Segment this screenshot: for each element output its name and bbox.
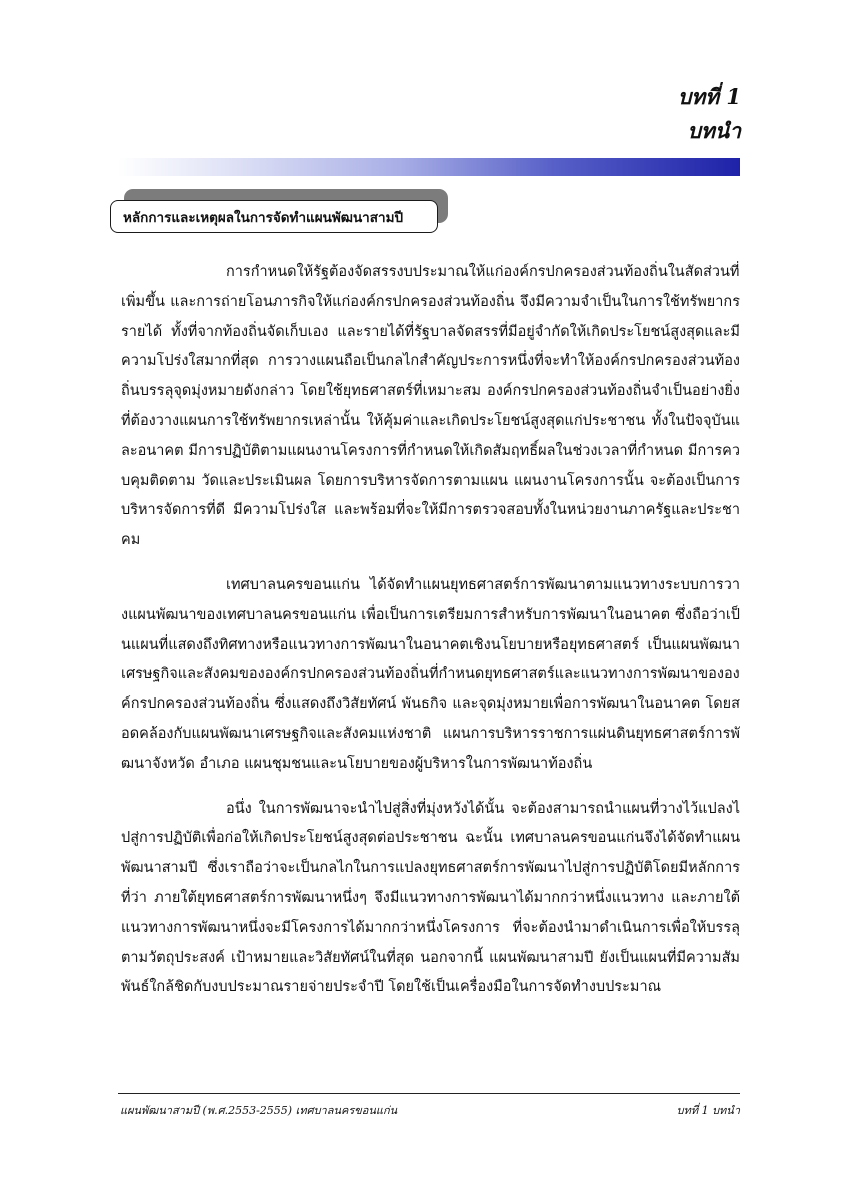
footer-rule — [118, 1093, 740, 1094]
paragraph-1: การกำหนดให้รัฐต้องจัดสรรงบประมาณให้แก่องค์กรปกครองส่วนท้องถิ่นในสัดส่วนที่เพิ่มขึ้น และการถ่ายโอนภารกิจให้แก่องค์กรปกครองส่วนท้องถิ่น จึงมีความจำเป็นในการใช้ทรัพยากรรายได้ ทั้งที่จากท้องถิ่นจัดเก็บเอง และรายได้ที่รัฐบาลจัดสรรที่มีอยู่จำกัดให้เกิดประโยชน์สูงสุดและมีความโปร่งใสมากที่สุด การวางแผนถือเป็นกลไกสำคัญประการหนึ่งที่จะทำให้องค์กรปกครองส่วนท้องถิ่นบรรลุจุดมุ่งหมายดังกล่าว โดยใช้ยุทธศาสตร์ที่เหมาะสม องค์กรปกครองส่วนท้องถิ่นจำเป็นอย่างยิ่งที่ต้องวางแผนการใช้ทรัพยากรเหล่านั้น ให้คุ้มค่าและเกิดประโยชน์สูงสุดแก่ประชาชน ทั้งในปัจจุบันและอนาคต มีการปฏิบัติตามแผนงานโครงการที่กำหนดให้เกิดสัมฤทธิ์ผลในช่วงเวลาที่กำหนด มีการควบคุมติดตาม วัดและประเมินผล โดยการบริหารจัดการตามแผน แผนงานโครงการนั้น จะต้องเป็นการบริหารจัดการที่ดี มีความโปร่งใส และพร้อมที่จะให้มีการตรวจสอบทั้งในหน่วยงานภาครัฐและประชาคม — [121, 264, 740, 549]
footer-document-title: แผนพัฒนาสามปี (พ.ศ.2553-2555) เทศบาลนครขอนแก่น — [120, 1104, 398, 1117]
chapter-number: บทที่ 1 — [678, 84, 741, 109]
section-title: หลักการและเหตุผลในการจัดทำแผนพัฒนาสามปี — [123, 209, 404, 226]
header-gradient-bar — [118, 158, 740, 176]
chapter-title: บทนำ — [687, 118, 741, 143]
paragraph-2: เทศบาลนครขอนแก่น ได้จัดทำแผนยุทธศาสตร์การพัฒนาตามแนวทางระบบการวางแผนพัฒนาของเทศบาลนครขอนแก่น เพื่อเป็นการเตรียมการสำหรับการพัฒนาในอนาคต ซึ่งถือว่าเป็นแผนที่แสดงถึงทิศทางหรือแนวทางการพัฒนาในอนาคตเชิงนโยบายหรือยุทธศาสตร์ เป็นแผนพัฒนาเศรษฐกิจและสังคมขององค์กรปกครองส่วนท้องถิ่นที่กำหนดยุทธศาสตร์และแนวทางการพัฒนาขององค์กรปกครองส่วนท้องถิ่น ซึ่งแสดงถึงวิสัยทัศน์ พันธกิจ และจุดมุ่งหมายเพื่อการพัฒนาในอนาคต โดยสอดคล้องกับแผนพัฒนาเศรษฐกิจและสังคมแห่งชาติ แผนการบริหารราชการแผ่นดินยุทธศาสตร์การพัฒนาจังหวัด อำเภอ แผนชุมชนและนโยบายของผู้บริหารในการพัฒนาท้องถิ่น — [121, 576, 740, 772]
paragraph-3: อนึ่ง ในการพัฒนาจะนำไปสู่สิ่งที่มุ่งหวังได้นั้น จะต้องสามารถนำแผนที่วางไว้แปลงไปสู่การปฏิบัติเพื่อก่อให้เกิดประโยชน์สูงสุดต่อประชาชน ฉะนั้น เทศบาลนครขอนแก่นจึงได้จัดทำแผนพัฒนาสามปี ซึ่งเราถือว่าจะเป็นกลไกในการแปลงยุทธศาสตร์การพัฒนาไปสู่การปฏิบัติโดยมีหลักการที่ว่า ภายใต้ยุทธศาสตร์การพัฒนาหนึ่งๆ จึงมีแนวทางการพัฒนาได้มากกว่าหนึ่งแนวทาง และภายใต้แนวทางการพัฒนาหนึ่งจะมีโครงการได้มากกว่าหนึ่งโครงการ ที่จะต้องนำมาดำเนินการเพื่อให้บรรลุตามวัตถุประสงค์ เป้าหมายและวิสัยทัศน์ในที่สุด นอกจากนี้ แผนพัฒนาสามปี ยังเป็นแผนที่มีความสัมพันธ์ใกล้ชิดกับงบประมาณรายจ่ายประจำปี โดยใช้เป็นเครื่องมือในการจัดทำงบประมาณ — [121, 800, 740, 996]
footer-chapter-label: บทที่ 1 บทนำ — [676, 1104, 740, 1117]
section-title-box — [110, 200, 438, 233]
body-text — [121, 258, 740, 1018]
